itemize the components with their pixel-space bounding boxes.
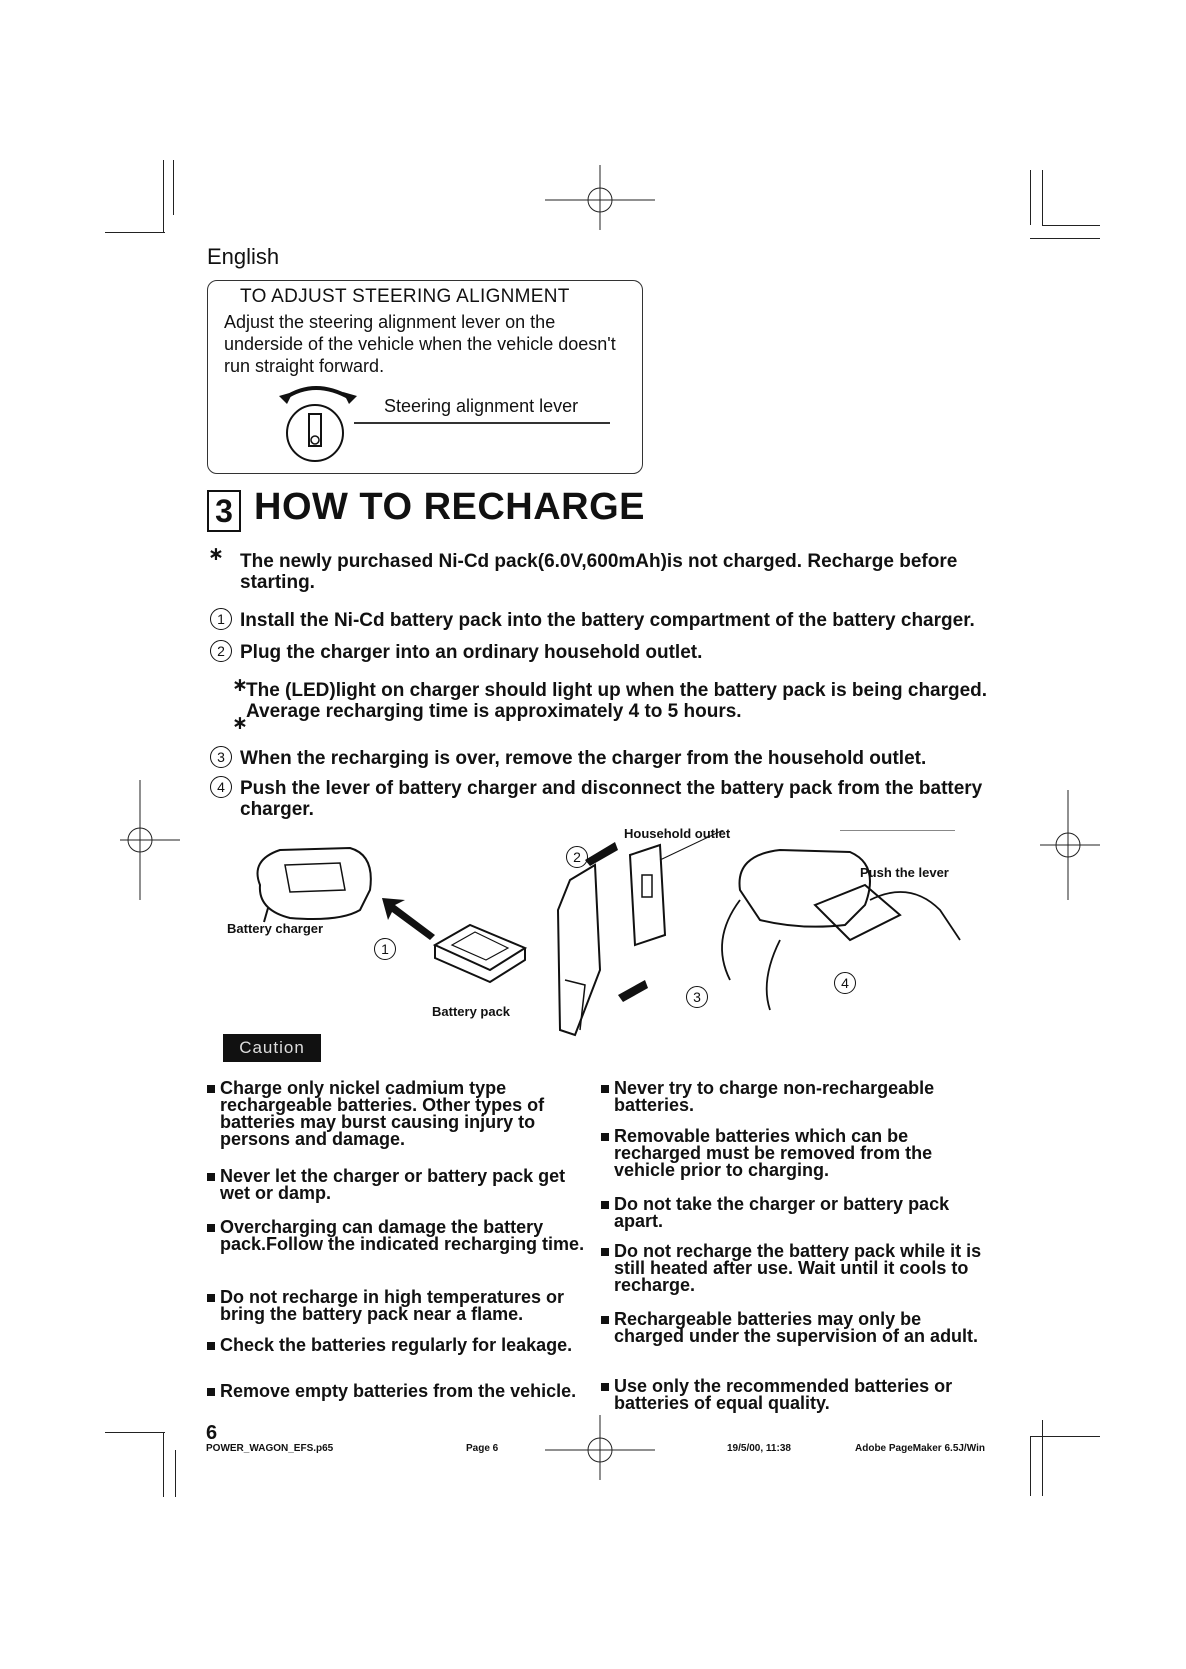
crop-mark xyxy=(1030,1436,1100,1437)
purchase-note: The newly purchased Ni-Cd pack(6.0V,600mAh)is not charged. Recharge before starting. xyxy=(240,551,958,593)
step-marker-4: 4 xyxy=(210,776,232,798)
push-lever-label: Push the lever xyxy=(860,865,949,880)
unplug-arrow-icon xyxy=(618,980,648,1002)
caution-badge: Caution xyxy=(223,1034,321,1062)
charger-and-outlet-drawing xyxy=(558,845,665,1035)
bullet-icon xyxy=(601,1316,609,1324)
led-note-star: ∗ xyxy=(232,675,248,696)
bullet-icon xyxy=(601,1383,609,1391)
caution-right-2: Removable batteries which can be recharged must be removed from the vehicle prior to charging. xyxy=(614,1126,933,1180)
caution-right-4: Do not recharge the battery pack while it is still heated after use. Wait until it cools to recharge. xyxy=(614,1241,982,1295)
crop-mark xyxy=(175,1450,176,1497)
crop-mark xyxy=(1030,238,1100,239)
bullet-icon xyxy=(601,1201,609,1209)
bullet-icon xyxy=(601,1085,609,1093)
recharge-illustration xyxy=(240,830,1000,1040)
bullet-icon xyxy=(601,1133,609,1141)
caution-left-5: Check the batteries regularly for leakage. xyxy=(220,1335,573,1355)
bullet-icon xyxy=(207,1224,215,1232)
caution-left-4: Do not recharge in high temperatures or bring the battery pack near a flame. xyxy=(220,1287,565,1324)
caution-right-6: Use only the recommended batteries or batteries of equal quality. xyxy=(614,1376,953,1413)
registration-mark xyxy=(1040,790,1100,900)
footer-date: 19/5/00, 11:38 xyxy=(727,1443,791,1454)
caution-left-6: Remove empty batteries from the vehicle. xyxy=(220,1381,577,1401)
note-star: ∗ xyxy=(208,544,224,565)
caution-right-3: Do not take the charger or battery pack apart. xyxy=(614,1194,950,1231)
crop-mark xyxy=(105,232,165,233)
crop-mark xyxy=(163,160,164,232)
led-note: The (LED)light on charger should light up when the battery pack is being charged. Average recharging time is approximately 4 to 5 hours. xyxy=(246,680,988,722)
bullet-icon xyxy=(207,1388,215,1396)
lever-leader-line xyxy=(354,422,610,424)
steering-lever-illustration xyxy=(265,378,365,468)
caution-right-1: Never try to charge non-rechargeable batteries. xyxy=(614,1078,935,1115)
battery-pack-drawing xyxy=(435,925,525,982)
caution-left-1: Charge only nickel cadmium type rechargeable batteries. Other types of batteries may burst causing injury to persons and damage. xyxy=(220,1078,545,1149)
footer-page: Page 6 xyxy=(466,1443,499,1454)
figure-marker-2: 2 xyxy=(566,846,588,868)
registration-mark xyxy=(545,160,655,230)
crop-mark xyxy=(1042,1420,1043,1496)
section-number: 3 xyxy=(207,490,241,532)
step-marker-2: 2 xyxy=(210,640,232,662)
section-title: HOW TO RECHARGE xyxy=(254,486,646,528)
language-label: English xyxy=(207,244,280,269)
step-3-text: When the recharging is over, remove the charger from the household outlet. xyxy=(240,748,927,769)
registration-mark xyxy=(545,1410,655,1480)
caution-right-5: Rechargeable batteries may only be charged under the supervision of an adult. xyxy=(614,1309,979,1346)
crop-mark xyxy=(173,160,174,215)
figure-marker-1: 1 xyxy=(374,938,396,960)
step-marker-3: 3 xyxy=(210,746,232,768)
insert-arrow-icon xyxy=(382,898,435,940)
lever-label: Steering alignment lever xyxy=(384,396,579,416)
battery-charger-drawing xyxy=(258,848,371,922)
crop-mark xyxy=(1042,225,1100,226)
battery-charger-label: Battery charger xyxy=(227,921,324,936)
bullet-icon xyxy=(207,1173,215,1181)
battery-pack-label: Battery pack xyxy=(432,1004,511,1019)
crop-mark xyxy=(1030,1436,1031,1496)
steering-alignment-text: Adjust the steering alignment lever on the underside of the vehicle when the vehicle doesn't run straight forward. xyxy=(224,312,616,376)
step-2-text: Plug the charger into an ordinary household outlet. xyxy=(240,642,703,663)
crop-mark xyxy=(1030,170,1031,225)
steering-alignment-title: TO ADJUST STEERING ALIGNMENT xyxy=(240,286,570,307)
step-1-text: Install the Ni-Cd battery pack into the battery compartment of the battery charger. xyxy=(240,610,975,631)
household-outlet-label: Household outlet xyxy=(624,826,731,841)
footer-app: Adobe PageMaker 6.5J/Win xyxy=(855,1443,985,1454)
bullet-icon xyxy=(207,1294,215,1302)
caution-left-2: Never let the charger or battery pack get wet or damp. xyxy=(220,1166,566,1203)
registration-mark xyxy=(120,780,180,900)
empty-note-star: ∗ xyxy=(232,713,248,734)
figure-marker-4: 4 xyxy=(834,972,856,994)
bullet-icon xyxy=(207,1085,215,1093)
bullet-icon xyxy=(601,1248,609,1256)
figure-marker-3: 3 xyxy=(686,986,708,1008)
step-marker-1: 1 xyxy=(210,608,232,630)
crop-mark xyxy=(1042,170,1043,225)
crop-mark xyxy=(105,1432,165,1433)
page-number: 6 xyxy=(206,1422,218,1444)
caution-left-3: Overcharging can damage the battery pack.Follow the indicated recharging time. xyxy=(220,1217,585,1254)
footer-file: POWER_WAGON_EFS.p65 xyxy=(206,1443,334,1454)
step-4-text: Push the lever of battery charger and disconnect the battery pack from the battery charger. xyxy=(240,778,983,820)
plug-arrow-icon xyxy=(585,842,618,866)
crop-mark xyxy=(163,1432,164,1497)
bullet-icon xyxy=(207,1342,215,1350)
